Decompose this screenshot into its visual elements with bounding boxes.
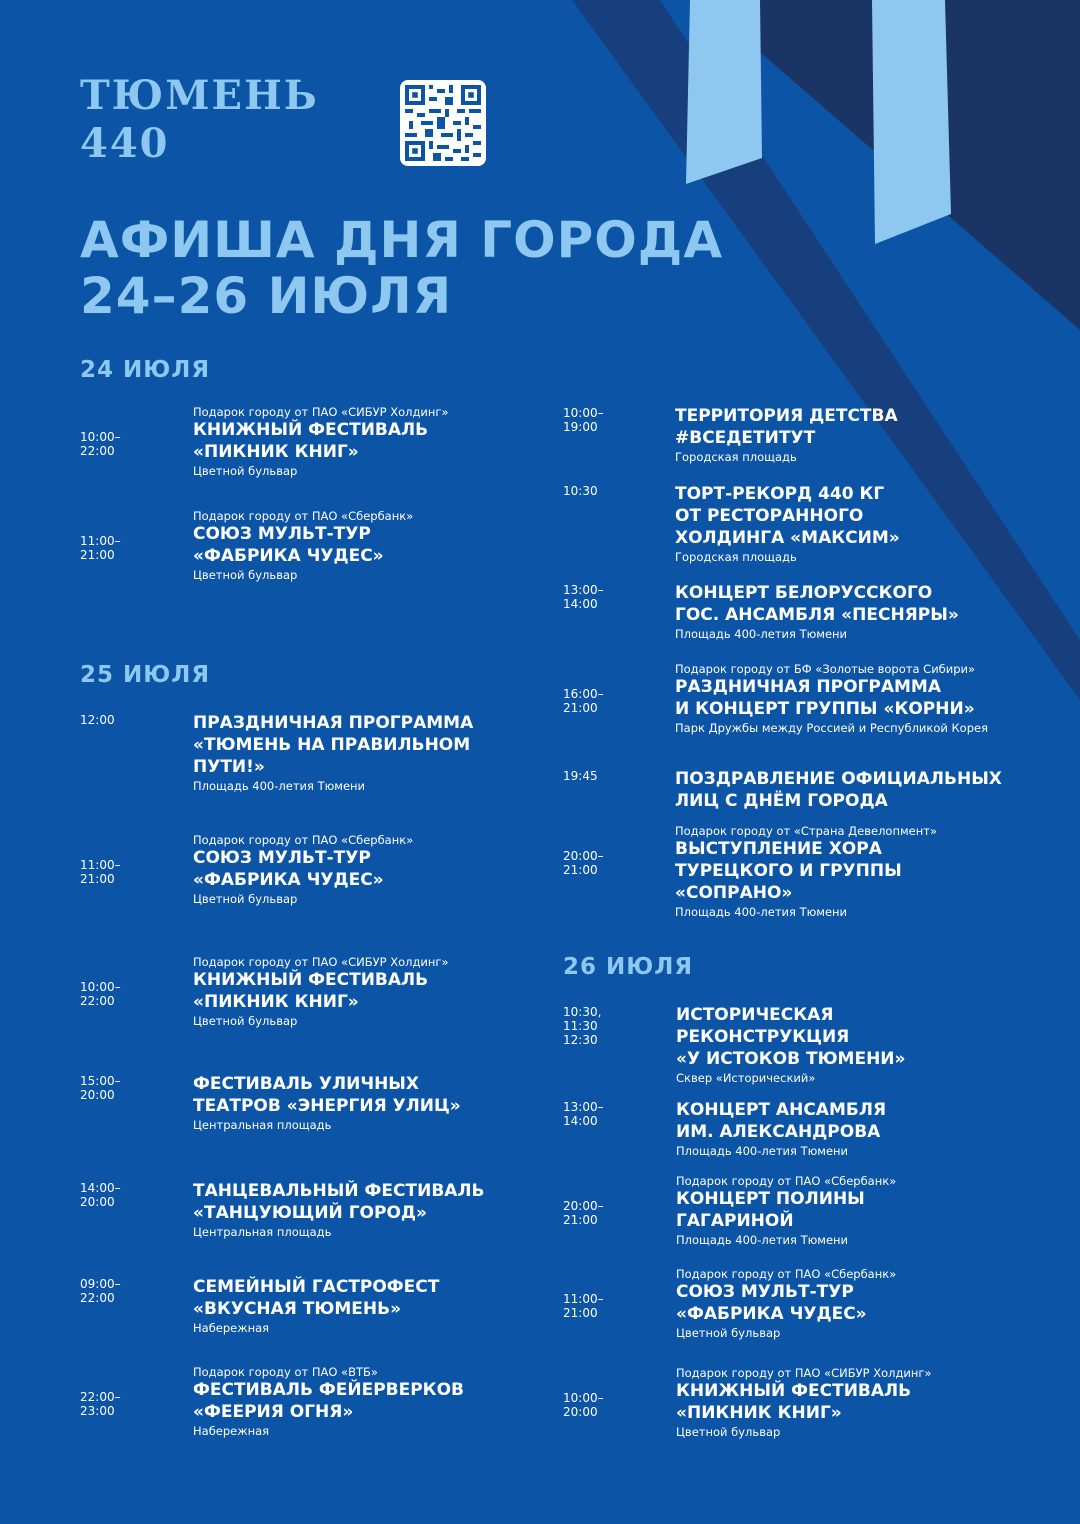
event-name — [675, 582, 1075, 626]
event-name-line: КНИЖНЫЙ ФЕСТИВАЛЬ — [193, 970, 429, 990]
event-place: Цветной бульвар — [676, 1425, 781, 1439]
event-name-line: РАЗДНИЧНАЯ ПРОГРАММА — [675, 677, 941, 697]
event-name-line: СОЮЗ МУЛЬТ-ТУР — [193, 848, 371, 868]
event-name — [676, 1099, 1076, 1143]
event-name-line: «ТАНЦУЮЩИЙ ГОРОД» — [193, 1203, 428, 1223]
event-time-line: 16:00–21:00 — [563, 687, 604, 715]
event-name-line: ФЕСТИВАЛЬ УЛИЧНЫХ — [193, 1074, 420, 1094]
event-time — [80, 1390, 121, 1418]
event-body — [676, 1366, 1076, 1440]
event-name-line: «ПИКНИК КНИГ» — [193, 992, 359, 1012]
event-body — [193, 955, 593, 1029]
event-name-line: «ФАБРИКА ЧУДЕС» — [676, 1304, 867, 1324]
event-name-line: ТОРТ-РЕКОРД 440 КГ — [675, 484, 885, 504]
event-body — [676, 1004, 1076, 1086]
event-name — [193, 1379, 593, 1423]
event-body — [676, 1174, 1076, 1248]
event-place: Цветной бульвар — [676, 1326, 781, 1340]
event-time-line: 10:00–19:00 — [563, 406, 604, 434]
event-place: Цветной бульвар — [193, 568, 298, 582]
event-body — [675, 582, 1075, 642]
event-time-line: 09:00–22:00 — [80, 1277, 121, 1305]
event-name-line: ТЕАТРОВ «ЭНЕРГИЯ УЛИЦ» — [193, 1096, 461, 1116]
event-place: Площадь 400-летия Тюмени — [193, 779, 366, 793]
event-time — [80, 1181, 121, 1209]
event-body — [676, 1099, 1076, 1159]
event-time — [563, 484, 598, 498]
event-place: Цветной бульвар — [193, 892, 298, 906]
event-body — [675, 824, 1075, 920]
event-name — [675, 483, 1075, 549]
event-name-line: «ФАБРИКА ЧУДЕС» — [193, 546, 384, 566]
event-time-line: 10:00–22:00 — [80, 980, 121, 1008]
event-name-line: ТЕРРИТОРИЯ ДЕТСТВА — [675, 406, 898, 426]
event-body — [675, 662, 1075, 736]
event-time-line: 10:00–22:00 — [80, 430, 121, 458]
event-name — [193, 1276, 593, 1320]
event-name-line: ТАНЦЕВАЛЬНЫЙ ФЕСТИВАЛЬ — [193, 1181, 485, 1201]
event-time-line: 22:00–23:00 — [80, 1390, 121, 1418]
event-name-line: РЕКОНСТРУКЦИЯ — [676, 1027, 850, 1047]
event-name — [675, 676, 1075, 720]
event-name-line: «ТЮМЕНЬ НА ПРАВИЛЬНОМ — [193, 735, 471, 755]
event-time — [563, 583, 604, 611]
event-name — [193, 1180, 593, 1224]
light-stripe-1 — [686, 0, 762, 184]
event-name-line: И КОНЦЕРТ ГРУППЫ «КОРНИ» — [675, 699, 975, 719]
event-name — [193, 523, 593, 567]
event-name-line: КОНЦЕРТ АНСАМБЛЯ — [676, 1100, 887, 1120]
event-name-line: «ПИКНИК КНИГ» — [193, 442, 359, 462]
event-name-line: КОНЦЕРТ ПОЛИНЫ — [676, 1189, 865, 1209]
event-place: Площадь 400-летия Тюмени — [675, 627, 848, 641]
event-time-line: 19:45 — [563, 769, 598, 783]
qr-code-graphic — [405, 85, 481, 161]
event-time-line: 14:00–20:00 — [80, 1181, 121, 1209]
event-time-line: 15:00–20:00 — [80, 1074, 121, 1102]
event-place: Площадь 400-летия Тюмени — [675, 905, 848, 919]
event-name-line: #ВСЕДЕТИТУТ — [675, 428, 816, 448]
event-time-line: 12:00 — [80, 713, 115, 727]
event-time — [80, 534, 121, 562]
event-place: Цветной бульвар — [193, 1014, 298, 1028]
event-body — [675, 483, 1075, 565]
event-name — [193, 969, 593, 1013]
event-body — [193, 1276, 593, 1336]
event-name-line: ПОЗДРАВЛЕНИЕ ОФИЦИАЛЬНЫХ — [675, 769, 1002, 789]
event-name-line: КНИЖНЫЙ ФЕСТИВАЛЬ — [676, 1381, 912, 1401]
event-body — [675, 405, 1075, 465]
event-time-line: 11:00–21:00 — [563, 1292, 604, 1320]
event-sponsor: Подарок городу от БФ «Золотые ворота Сибири» — [675, 662, 976, 676]
event-body — [676, 1267, 1076, 1341]
event-time — [80, 1074, 121, 1102]
event-place: Набережная — [193, 1321, 270, 1335]
event-time-line: 13:00–14:00 — [563, 1100, 604, 1128]
event-time-line: 10:30 — [563, 484, 598, 498]
event-name-line: ЛИЦ С ДНЁМ ГОРОДА — [675, 791, 888, 811]
event-time-line: 20:00–21:00 — [563, 849, 604, 877]
city-logo — [80, 72, 319, 168]
event-name-line: ВЫСТУПЛЕНИЕ ХОРА — [675, 839, 882, 859]
event-name — [193, 1073, 593, 1117]
event-name-line: КНИЖНЫЙ ФЕСТИВАЛЬ — [193, 420, 429, 440]
event-time — [80, 430, 121, 458]
event-sponsor: Подарок городу от ПАО «Сбербанк» — [193, 833, 414, 847]
event-body — [193, 509, 593, 583]
event-name — [675, 838, 1075, 904]
event-body — [193, 833, 593, 907]
event-name-line: ГОС. АНСАМБЛЯ «ПЕСНЯРЫ» — [675, 605, 959, 625]
event-name — [193, 712, 593, 778]
event-sponsor: Подарок городу от «Страна Девелопмент» — [675, 824, 937, 838]
event-sponsor: Подарок городу от ПАО «ВТБ» — [193, 1365, 378, 1379]
event-place: Цветной бульвар — [193, 464, 298, 478]
event-place: Городская площадь — [675, 450, 797, 464]
event-time — [563, 1292, 604, 1320]
event-sponsor: Подарок городу от ПАО «Сбербанк» — [676, 1174, 897, 1188]
event-time-line: 12:30 — [563, 1033, 598, 1047]
event-time — [563, 1005, 601, 1047]
event-place: Сквер «Исторический» — [676, 1071, 816, 1085]
event-time — [80, 1277, 121, 1305]
event-time — [80, 713, 115, 727]
event-name — [193, 419, 593, 463]
event-time — [563, 1100, 604, 1128]
event-name-line: ФЕСТИВАЛЬ ФЕЙЕРВЕРКОВ — [193, 1380, 464, 1400]
event-time-line: 11:00–21:00 — [80, 534, 121, 562]
event-time — [563, 406, 604, 434]
event-name-line: ГАГАРИНОЙ — [676, 1211, 794, 1231]
event-body — [193, 1180, 593, 1240]
event-time — [563, 1199, 604, 1227]
event-time — [563, 769, 598, 783]
event-name-line: СЕМЕЙНЫЙ ГАСТРОФЕСТ — [193, 1277, 440, 1297]
event-name — [193, 847, 593, 891]
event-time-line: 10:30, 11:30 — [563, 1005, 602, 1033]
event-sponsor: Подарок городу от ПАО «Сбербанк» — [193, 509, 414, 523]
event-name-line: «ФАБРИКА ЧУДЕС» — [193, 870, 384, 890]
event-place: Центральная площадь — [193, 1225, 332, 1239]
event-name-line: ИСТОРИЧЕСКАЯ — [676, 1005, 834, 1025]
logo-line-2: 440 — [80, 120, 170, 167]
event-place: Городская площадь — [675, 550, 797, 564]
event-body — [675, 768, 1075, 812]
event-time — [80, 980, 121, 1008]
event-body — [193, 405, 593, 479]
qr-code-icon[interactable] — [400, 80, 486, 166]
event-name-line: «У ИСТОКОВ ТЮМЕНИ» — [676, 1049, 906, 1069]
event-time-line: 20:00–21:00 — [563, 1199, 604, 1227]
event-place: Набережная — [193, 1424, 270, 1438]
logo-line-1: ТЮМЕНЬ — [80, 72, 319, 119]
event-sponsor: Подарок городу от ПАО «СИБУР Холдинг» — [193, 405, 449, 419]
event-name-line: ТУРЕЦКОГО И ГРУППЫ — [675, 861, 902, 881]
event-name-line: КОНЦЕРТ БЕЛОРУССКОГО — [675, 583, 933, 603]
event-name — [676, 1188, 1076, 1232]
event-place: Площадь 400-летия Тюмени — [676, 1233, 849, 1247]
event-body — [193, 712, 593, 794]
event-name-line: «ФЕЕРИЯ ОГНЯ» — [193, 1402, 354, 1422]
event-name-line: СОЮЗ МУЛЬТ-ТУР — [193, 524, 371, 544]
event-body — [193, 1073, 593, 1133]
event-name-line: «СОПРАНО» — [675, 883, 793, 903]
light-stripe-2 — [872, 0, 951, 244]
event-place: Центральная площадь — [193, 1118, 332, 1132]
event-time-line: 13:00–14:00 — [563, 583, 604, 611]
event-time-line: 10:00–20:00 — [563, 1391, 604, 1419]
event-time — [563, 687, 604, 715]
event-name — [676, 1004, 1076, 1070]
event-name — [675, 768, 1075, 812]
event-time — [563, 1391, 604, 1419]
event-body — [193, 1365, 593, 1439]
event-name-line: ПРАЗДНИЧНАЯ ПРОГРАММА — [193, 713, 474, 733]
event-time — [563, 849, 604, 877]
page-title — [80, 212, 723, 324]
event-place: Парк Дружбы между Россией и Республикой Корея — [675, 721, 988, 735]
event-sponsor: Подарок городу от ПАО «СИБУР Холдинг» — [676, 1366, 932, 1380]
event-name-line: ХОЛДИНГА «МАКСИМ» — [675, 528, 900, 548]
date-heading-25: 25 ИЮЛЯ — [80, 662, 211, 688]
title-line-1: АФИША ДНЯ ГОРОДА — [80, 211, 724, 269]
event-name-line: ИМ. АЛЕКСАНДРОВА — [676, 1122, 881, 1142]
event-name-line: ОТ РЕСТОРАННОГО — [675, 506, 864, 526]
event-name-line: «ВКУСНАЯ ТЮМЕНЬ» — [193, 1299, 402, 1319]
event-name — [676, 1380, 1076, 1424]
event-name-line: «ПИКНИК КНИГ» — [676, 1403, 842, 1423]
title-line-2: 24–26 ИЮЛЯ — [80, 267, 453, 325]
event-name-line: СОЮЗ МУЛЬТ-ТУР — [676, 1282, 854, 1302]
event-time-line: 11:00–21:00 — [80, 858, 121, 886]
event-name — [675, 405, 1075, 449]
event-place: Площадь 400-летия Тюмени — [676, 1144, 849, 1158]
event-sponsor: Подарок городу от ПАО «СИБУР Холдинг» — [193, 955, 449, 969]
event-name — [676, 1281, 1076, 1325]
event-time — [80, 858, 121, 886]
event-sponsor: Подарок городу от ПАО «Сбербанк» — [676, 1267, 897, 1281]
event-name-line: ПУТИ!» — [193, 757, 265, 777]
date-heading-24: 24 ИЮЛЯ — [80, 357, 211, 383]
date-heading-26: 26 ИЮЛЯ — [563, 954, 694, 980]
